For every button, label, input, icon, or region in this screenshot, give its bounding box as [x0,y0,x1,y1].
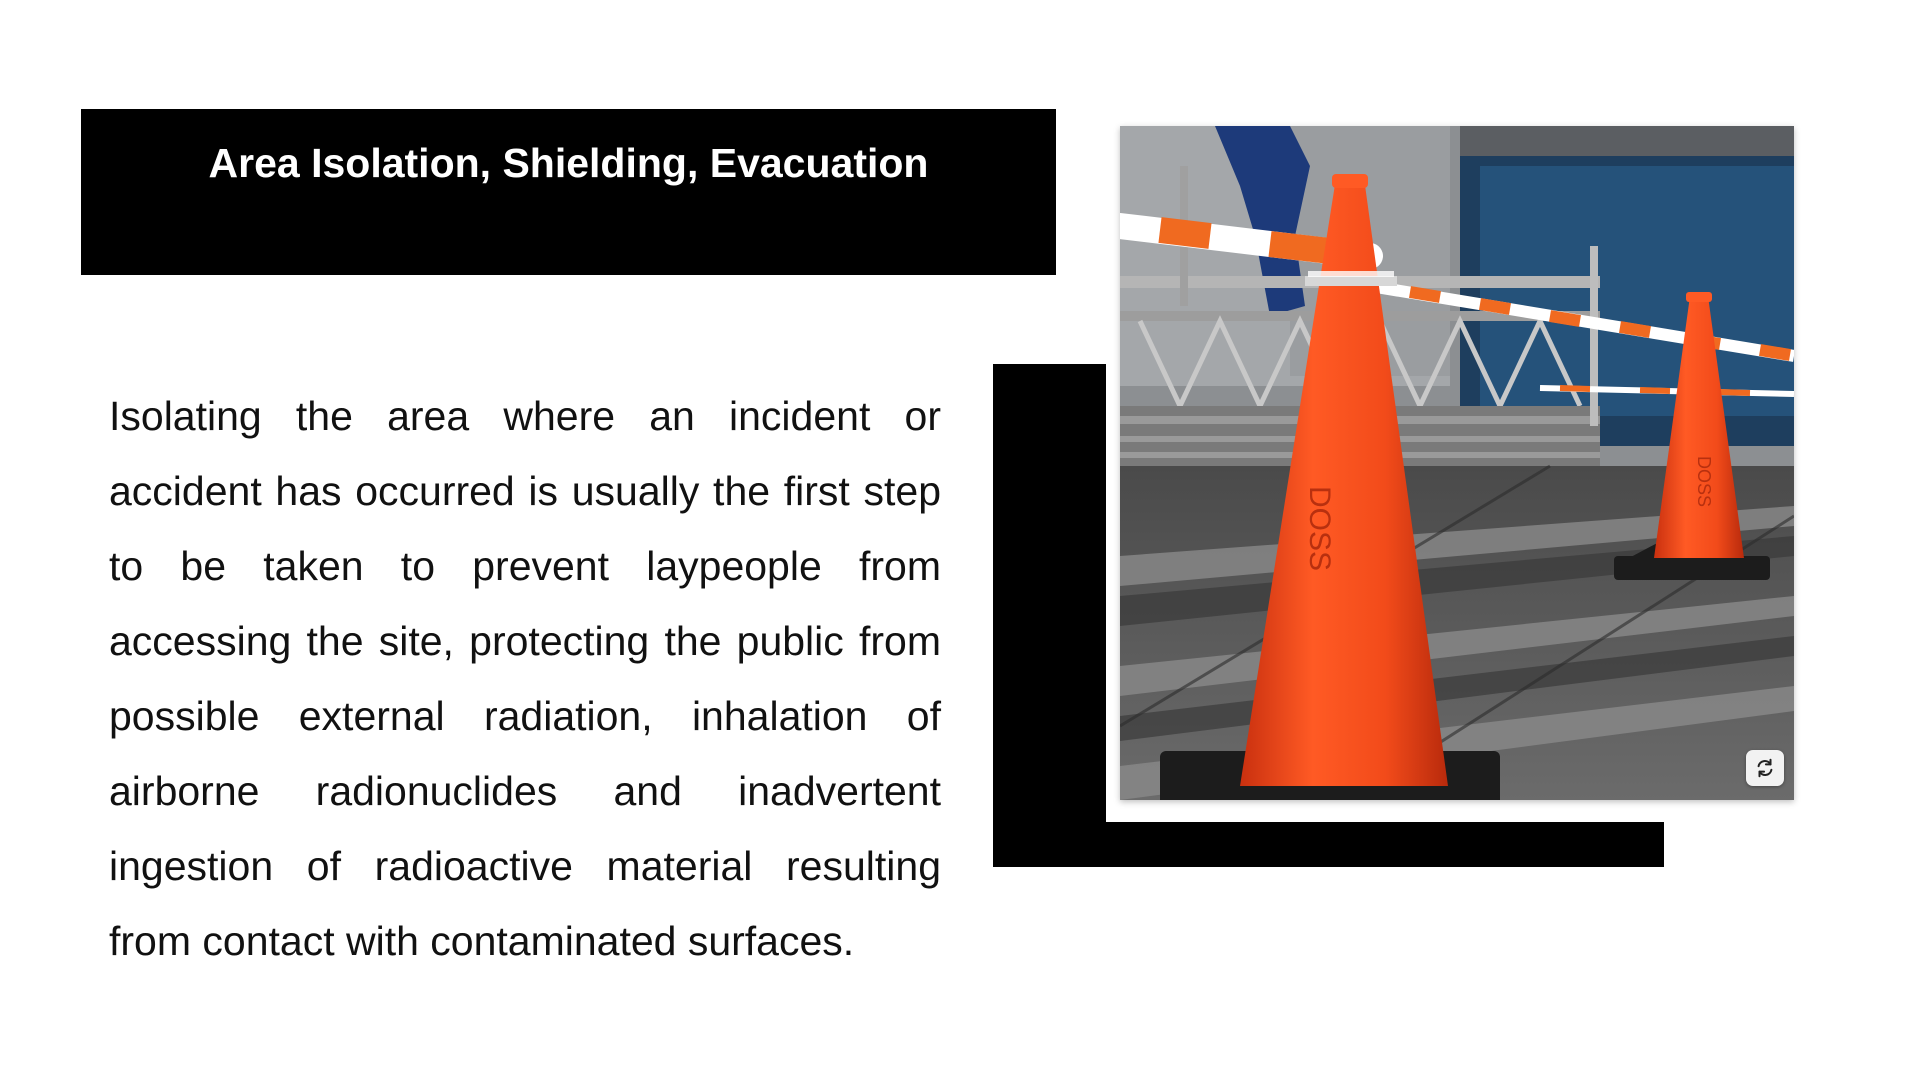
traffic-cones-photo [1120,126,1794,800]
svg-text:DOSS: DOSS [1303,486,1336,572]
decorative-block-horizontal [993,822,1664,867]
refresh-icon [1754,757,1776,779]
slide-title: Area Isolation, Shielding, Evacuation [208,140,929,186]
title-bar [81,109,1056,275]
decorative-block-vertical [993,364,1106,867]
photo-frame [1106,118,1806,821]
svg-text:DOSS: DOSS [1694,456,1714,508]
refresh-image-button[interactable] [1746,750,1784,786]
body-paragraph: Isolating the area where an incident or accident has occurred is usually the first step to be taken to prevent laypeople from accessing the site, protecting the public from possible external radiation, inhalation of airborne radionuclides and inadvertent ingestion of radioactive material resulting from contact with contaminated surfaces. [109,393,941,964]
traffic-cones-illustration [1120,126,1794,800]
